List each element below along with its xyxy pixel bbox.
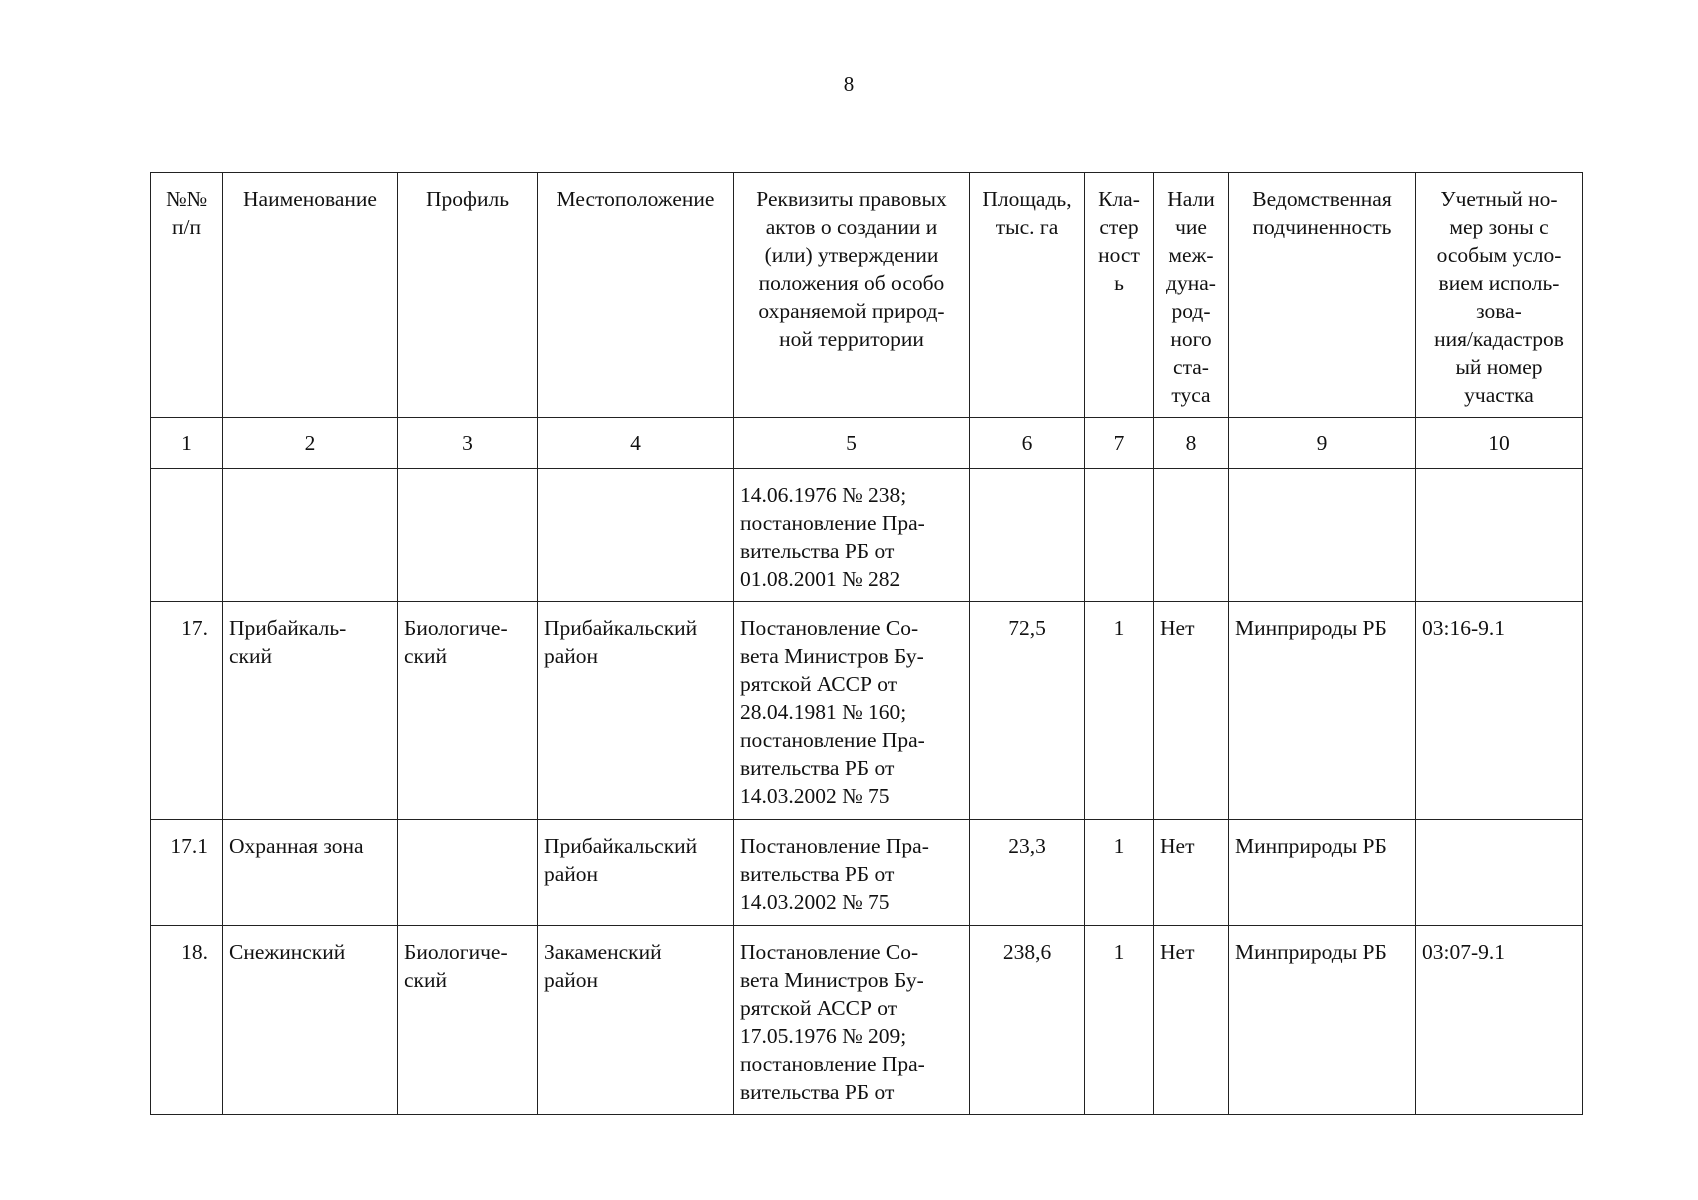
- cell-subordination: Минприроды РБ: [1229, 602, 1416, 820]
- column-number: 9: [1229, 418, 1416, 469]
- cell-clustering: 1: [1085, 926, 1154, 1115]
- cell-profile: Биологиче- ский: [398, 926, 538, 1115]
- cell-location: Прибайкальский район: [538, 602, 734, 820]
- header-profile: Профиль: [398, 173, 538, 418]
- cell-name: [223, 469, 398, 602]
- table-row: [151, 820, 1583, 926]
- column-number: 6: [970, 418, 1085, 469]
- cell-international-status: Нет: [1154, 926, 1229, 1115]
- cell-international-status: Нет: [1154, 602, 1229, 820]
- cell-clustering: [1085, 469, 1154, 602]
- cell-legal-acts: Постановление Со- вета Министров Бу- рятской АССР от 28.04.1981 № 160; постановление Пра- вительства РБ от 14.03.2002 № 75: [734, 602, 970, 820]
- cell-registration-number: [1416, 469, 1583, 602]
- table-row: [151, 602, 1583, 820]
- cell-area: [970, 469, 1085, 602]
- header-subordination: Ведомственная подчиненность: [1229, 173, 1416, 418]
- header-row: [151, 173, 1583, 418]
- page-number: 8: [843, 72, 855, 96]
- header-international-status: Нали чие меж- дуна- род- ного ста- туса: [1154, 173, 1229, 418]
- cell-area: 23,3: [970, 820, 1085, 926]
- cell-location: Закаменский район: [538, 926, 734, 1115]
- cell-clustering: 1: [1085, 602, 1154, 820]
- table-row: [151, 926, 1583, 1115]
- cell-subordination: Минприроды РБ: [1229, 926, 1416, 1115]
- table-row: [151, 469, 1583, 602]
- column-number: 5: [734, 418, 970, 469]
- column-number: 7: [1085, 418, 1154, 469]
- column-number: 10: [1416, 418, 1583, 469]
- cell-number: 18.: [151, 926, 223, 1115]
- header-area: Площадь, тыс. га: [970, 173, 1085, 418]
- header-registration-number: Учетный но- мер зоны с особым усло- вием исполь- зова- ния/кадастров ый номер участка: [1416, 173, 1583, 418]
- column-number: 8: [1154, 418, 1229, 469]
- cell-name: Прибайкаль- ский: [223, 602, 398, 820]
- cell-number: [151, 469, 223, 602]
- cell-name: Снежинский: [223, 926, 398, 1115]
- cell-registration-number: 03:16-9.1: [1416, 602, 1583, 820]
- cell-legal-acts: 14.06.1976 № 238; постановление Пра- вительства РБ от 01.08.2001 № 282: [734, 469, 970, 602]
- cell-location: Прибайкальский район: [538, 820, 734, 926]
- column-number: 3: [398, 418, 538, 469]
- cell-number: 17.: [151, 602, 223, 820]
- cell-clustering: 1: [1085, 820, 1154, 926]
- protected-areas-table: [150, 172, 1583, 1115]
- header-legal-acts: Реквизиты правовых актов о создании и (или) утверждении положения об особо охраняемой природ- ной территории: [734, 173, 970, 418]
- cell-international-status: Нет: [1154, 820, 1229, 926]
- column-number-row: [151, 418, 1583, 469]
- cell-profile: [398, 820, 538, 926]
- cell-area: 72,5: [970, 602, 1085, 820]
- column-number: 2: [223, 418, 398, 469]
- header-location: Местоположение: [538, 173, 734, 418]
- cell-profile: [398, 469, 538, 602]
- cell-subordination: Минприроды РБ: [1229, 820, 1416, 926]
- cell-location: [538, 469, 734, 602]
- cell-registration-number: 03:07-9.1: [1416, 926, 1583, 1115]
- cell-profile: Биологиче- ский: [398, 602, 538, 820]
- header-clustering: Кла- стер ност ь: [1085, 173, 1154, 418]
- column-number: 4: [538, 418, 734, 469]
- column-number: 1: [151, 418, 223, 469]
- cell-number: 17.1: [151, 820, 223, 926]
- header-name: Наименование: [223, 173, 398, 418]
- header-number: №№ п/п: [151, 173, 223, 418]
- cell-international-status: [1154, 469, 1229, 602]
- cell-name: Охранная зона: [223, 820, 398, 926]
- cell-legal-acts: Постановление Со- вета Министров Бу- рятской АССР от 17.05.1976 № 209; постановление Пра- вительства РБ от: [734, 926, 970, 1115]
- cell-area: 238,6: [970, 926, 1085, 1115]
- cell-legal-acts: Постановление Пра- вительства РБ от 14.03.2002 № 75: [734, 820, 970, 926]
- cell-registration-number: [1416, 820, 1583, 926]
- cell-subordination: [1229, 469, 1416, 602]
